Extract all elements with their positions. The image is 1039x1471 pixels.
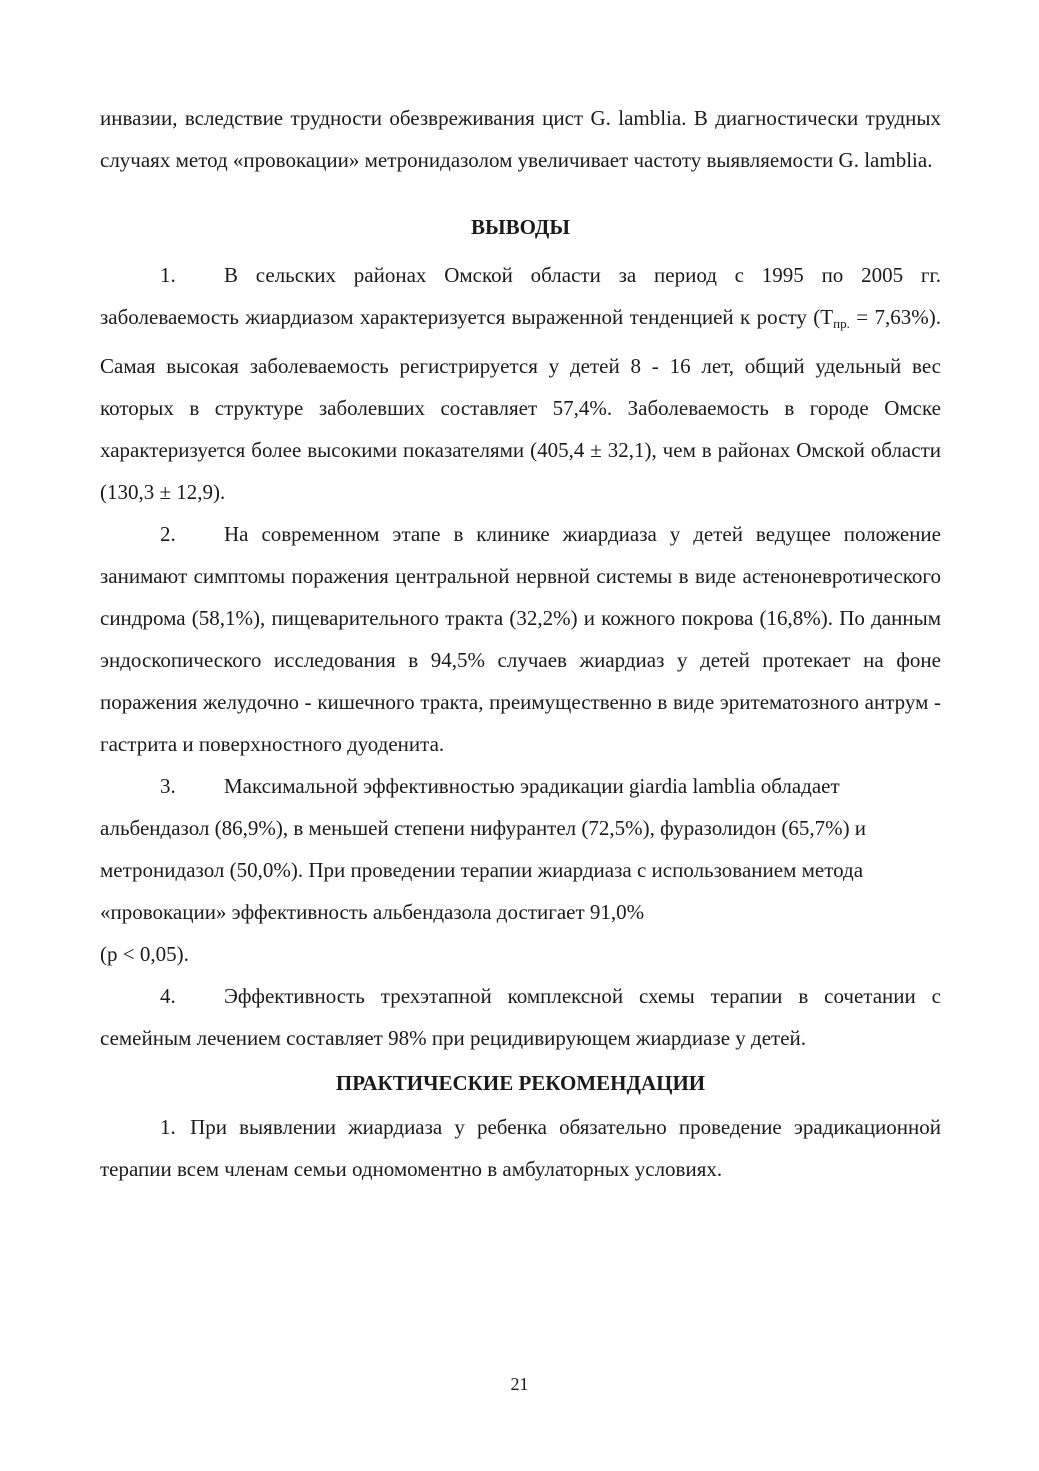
conclusions-heading: ВЫВОДЫ bbox=[471, 215, 570, 239]
page-number: 21 bbox=[510, 1374, 529, 1394]
conclusion-text: На современном этапе в клинике жиардиаза у детей ведущее положение занимают симптомы поражения центральной нервной системы в виде астеноневротического синдрома (58,1%), пищеварительного тракта (32,2%) и кожного покрова (16,8%). По данным эндоскопического исследования в 94,5% случаев жиардиаз у детей протекает на фоне поражения желудочно - кишечного тракта, преимущественно в виде эритематозного антрум - гастрита и поверхностного дуоденита. bbox=[100, 522, 941, 756]
conclusion-item-1 bbox=[100, 254, 941, 513]
document-page bbox=[100, 97, 941, 1190]
conclusion-item-2 bbox=[100, 513, 941, 765]
recommendations-heading: ПРАКТИЧЕСКИЕ РЕКОМЕНДАЦИИ bbox=[335, 1071, 706, 1095]
subscript: пр. bbox=[833, 316, 850, 331]
conclusion-item-3-tail: (р < 0,05). bbox=[100, 942, 189, 966]
conclusion-number: 1. bbox=[160, 263, 176, 287]
conclusion-item-4 bbox=[100, 975, 941, 1059]
conclusion-text-cont: = 7,63%). Самая высокая заболеваемость регистрируется у детей 8 - 16 лет, общий удельный вес которых в структуре заболевших составляет 57,4%. Заболеваемость в городе Омске характеризуется более высокими показателями (405,4 ± 32,1), чем в районах Омской области (130,3 ± 12,9). bbox=[100, 305, 941, 504]
intro-paragraph: инвазии, вследствие трудности обезвреживания цист G. lamblia. В диагностически трудных случаях метод «провокации» метронидазолом увеличивает частоту выявляемости G. lamblia. bbox=[100, 106, 941, 172]
recommendation-number: 1. bbox=[160, 1115, 176, 1139]
recommendation-text: При выявлении жиардиаза у ребенка обязательно проведение эрадикационной терапии всем членам семьи одномоментно в амбулаторных условиях. bbox=[100, 1115, 942, 1181]
conclusion-number: 3. bbox=[160, 774, 176, 798]
conclusion-number: 4. bbox=[160, 984, 176, 1008]
conclusion-text: Эффективность трехэтапной комплексной схемы терапии в сочетании с семейным лечением составляет 98% при рецидивирующем жиардиазе у детей. bbox=[100, 984, 941, 1050]
recommendation-item-1 bbox=[100, 1106, 941, 1190]
conclusion-item-3 bbox=[100, 765, 941, 933]
conclusion-text: Максимальной эффективностью эрадикации giardia lamblia обладает альбендазол (86,9%), в меньшей степени нифурантел (72,5%), фуразолидон (65,7%) и метронидазол (50,0%). При проведении терапии жиардиаза с использованием метода «провокации» эффективность альбендазола достигает 91,0% bbox=[100, 774, 867, 924]
conclusion-number: 2. bbox=[160, 522, 176, 546]
conclusion-text: В сельских районах Омской области за период с 1995 по 2005 гг. заболеваемость жиардиазом характеризуется выраженной тенденцией к росту (Т bbox=[100, 263, 941, 329]
